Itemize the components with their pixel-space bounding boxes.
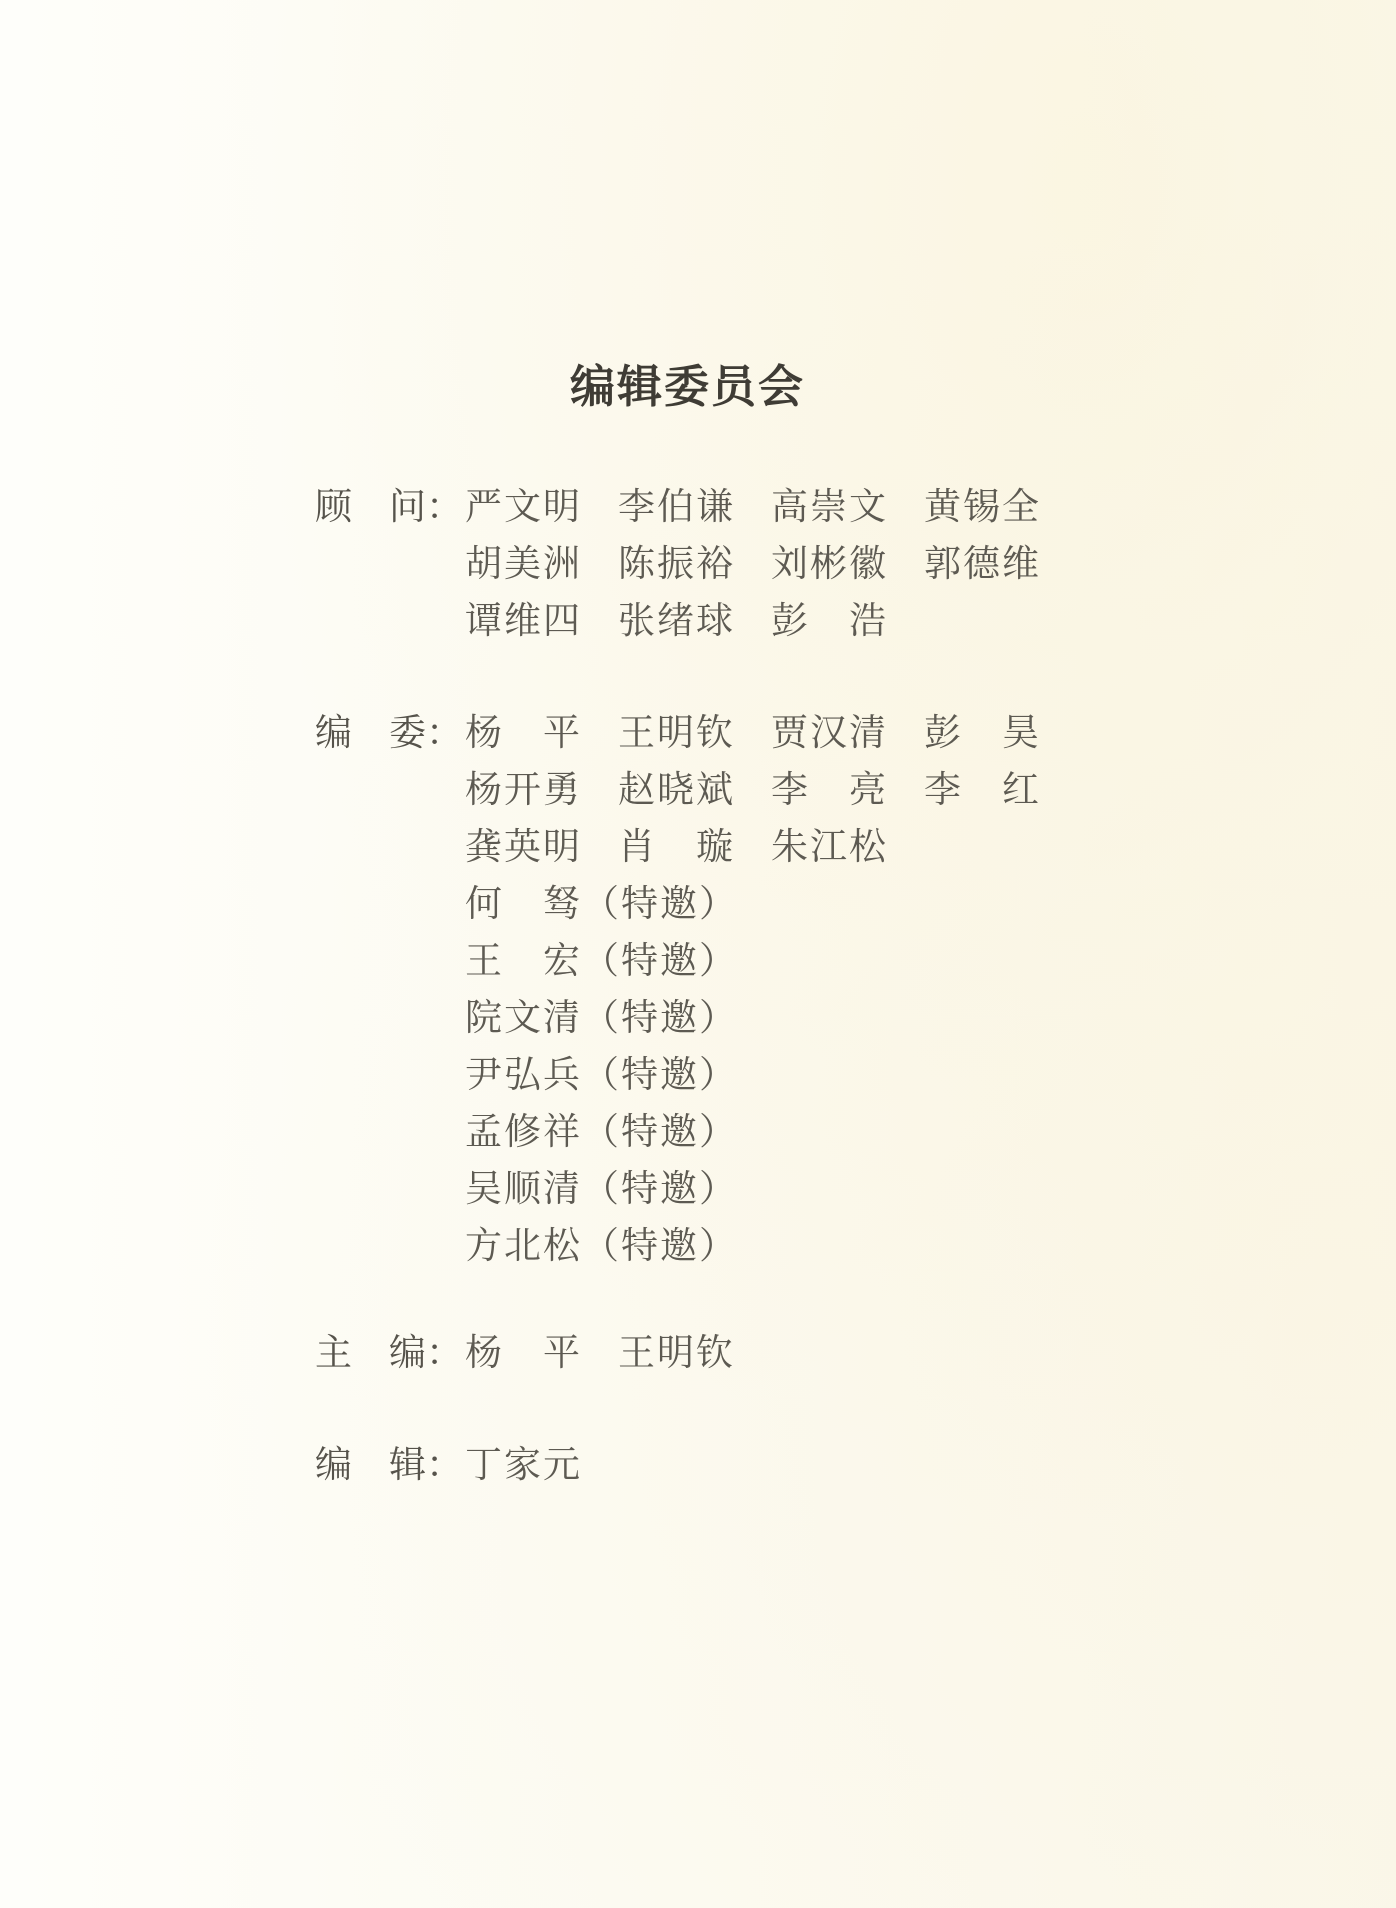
chief-editors-rows	[465, 1320, 735, 1377]
person-name: 黄锡全	[924, 486, 1041, 528]
editorial-board-rows	[465, 700, 1041, 1270]
person-name: 严文明	[465, 486, 582, 528]
person-name: 何 驽（特邀）	[465, 883, 738, 925]
editor-label: 编 辑：	[315, 1444, 463, 1486]
name-row	[465, 1213, 1041, 1270]
person-name: 杨开勇	[465, 769, 582, 811]
person-name: 方北松（特邀）	[465, 1225, 738, 1267]
name-row	[465, 1156, 1041, 1213]
person-name: 李 亮	[771, 769, 888, 811]
person-name: 贾汉清	[771, 712, 888, 754]
page-title: 编辑委员会	[569, 362, 805, 412]
name-row	[465, 928, 1041, 985]
person-name: 高崇文	[771, 486, 888, 528]
name-row	[465, 700, 1041, 757]
editorial-board-section	[315, 700, 1041, 1270]
name-row	[465, 757, 1041, 814]
person-name: 陈振裕	[618, 543, 735, 585]
editorial-board-label: 编 委：	[315, 712, 463, 754]
person-name: 谭维四	[465, 600, 582, 642]
person-name: 杨 平	[465, 712, 582, 754]
chief-editors-section	[315, 1320, 735, 1377]
chief-editors-label: 主 编：	[315, 1332, 463, 1374]
name-row	[465, 1432, 582, 1489]
name-row	[465, 474, 1041, 531]
person-name: 郭德维	[924, 543, 1041, 585]
person-name: 杨 平	[465, 1332, 582, 1374]
person-name: 王明钦	[618, 1332, 735, 1374]
person-name: 李 红	[924, 769, 1041, 811]
advisors-section	[315, 474, 1041, 645]
advisors-label: 顾 问：	[315, 486, 463, 528]
person-name: 尹弘兵（特邀）	[465, 1054, 738, 1096]
name-row	[465, 531, 1041, 588]
editor-rows	[465, 1432, 582, 1489]
name-row	[465, 588, 1041, 645]
person-name: 肖 璇	[618, 826, 735, 868]
name-row	[465, 1320, 735, 1377]
person-name: 孟修祥（特邀）	[465, 1111, 738, 1153]
editor-section	[315, 1432, 582, 1489]
person-name: 胡美洲	[465, 543, 582, 585]
person-name: 龚英明	[465, 826, 582, 868]
advisors-rows	[465, 474, 1041, 645]
person-name: 王 宏（特邀）	[465, 940, 738, 982]
person-name: 张绪球	[618, 600, 735, 642]
person-name: 刘彬徽	[771, 543, 888, 585]
name-row	[465, 985, 1041, 1042]
person-name: 王明钦	[618, 712, 735, 754]
person-name: 院文清（特邀）	[465, 997, 738, 1039]
name-row	[465, 814, 1041, 871]
person-name: 吴顺清（特邀）	[465, 1168, 738, 1210]
person-name: 赵晓斌	[618, 769, 735, 811]
person-name: 彭 浩	[771, 600, 888, 642]
person-name: 李伯谦	[618, 486, 735, 528]
person-name: 朱江松	[771, 826, 888, 868]
person-name: 彭 昊	[924, 712, 1041, 754]
person-name: 丁家元	[465, 1444, 582, 1486]
name-row	[465, 1042, 1041, 1099]
name-row	[465, 1099, 1041, 1156]
name-row	[465, 871, 1041, 928]
